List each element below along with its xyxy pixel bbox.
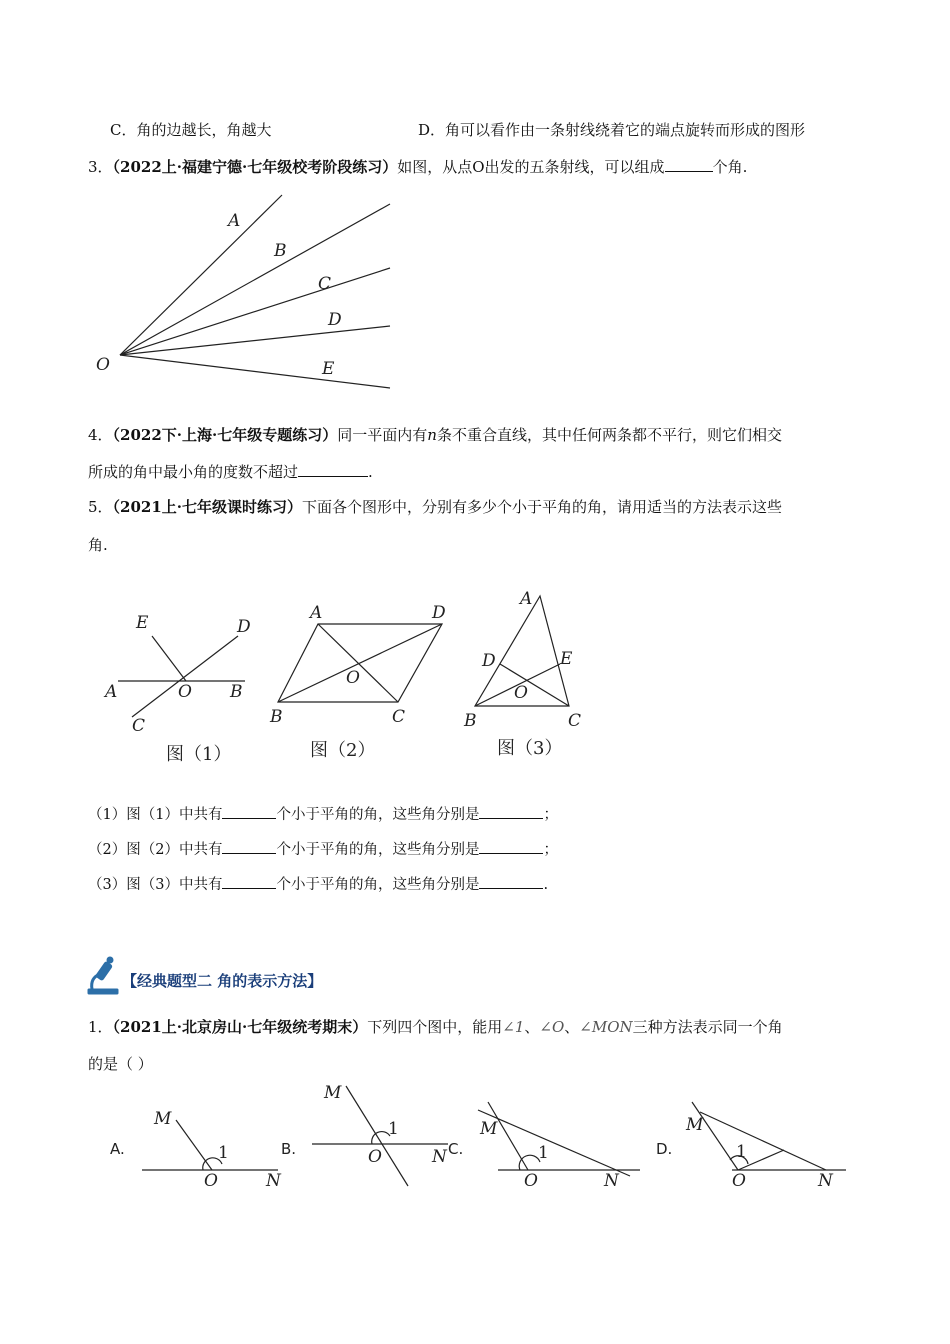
option-a-label-m: M (154, 1109, 172, 1129)
q4-text-before: 同一平面内有 (337, 426, 428, 444)
q3-text-after: 个角. (712, 158, 748, 176)
q3-number: 3． (88, 158, 113, 176)
s2q1-angle-mon: ∠MON (579, 1018, 633, 1036)
fig3-label-e: E (560, 649, 573, 669)
option-d-label-n: N (818, 1171, 833, 1191)
option-a-label-n: N (266, 1171, 281, 1191)
q5-source: （2021上·七年级课时练习） (112, 498, 303, 516)
q2-option-c: C．角的边越长，角越大 (110, 121, 272, 139)
q4-line2-end: . (368, 463, 373, 481)
q5-number: 5． (88, 498, 113, 516)
label-e: E (322, 359, 335, 379)
q5-sub2-mid: 个小于平角的角，这些角分别是 (276, 842, 480, 858)
s2q1-angle1: ∠1 (502, 1018, 525, 1036)
q5-sub1-prefix: （1）图（1）中共有 (88, 807, 223, 823)
option-b-label[interactable]: B. (281, 1140, 297, 1158)
option-a-label[interactable]: A. (110, 1140, 125, 1158)
q5-sub3-mid: 个小于平角的角，这些角分别是 (276, 877, 480, 893)
fig1-label-c: C (132, 716, 146, 736)
option-c-label-o: O (524, 1171, 538, 1191)
q4-var-n: n (427, 426, 437, 444)
q3-text-before: 如图，从点O出发的五条射线，可以组成 (397, 158, 665, 176)
label-b: B (274, 241, 287, 261)
s2q1-text-after: 三种方法表示同一个角 (632, 1018, 783, 1036)
fig2-label-b: B (270, 707, 283, 727)
q3-source: （2022上·福建宁德·七年级校考阶段练习） (112, 158, 398, 176)
q5-sub3-end: . (543, 877, 549, 893)
s2q1-number: 1． (88, 1018, 113, 1036)
option-b-label-n: N (432, 1147, 447, 1167)
q5-sub2-end: ； (543, 842, 558, 858)
q5-text: 下面各个图形中，分别有多少个小于平角的角，请用适当的方法表示这些 (302, 498, 783, 516)
fig2-label-o: O (346, 668, 360, 688)
section2-title: 【经典题型二 角的表示方法】 (122, 972, 323, 990)
fig2-label-a: A (310, 603, 323, 623)
fig1-label-a: A (105, 682, 118, 702)
s2q1-angle-o: ∠O (539, 1018, 565, 1036)
s2q1-source: （2021上·北京房山·七年级统考期末） (112, 1018, 368, 1036)
q4-source: （2022下·上海·七年级专题练习） (112, 426, 338, 444)
option-b-label-m: M (324, 1083, 342, 1103)
fig1-caption: 图（1） (166, 744, 232, 765)
option-d-lines (692, 1102, 846, 1170)
fig3-label-d: D (482, 651, 496, 671)
option-d-label[interactable]: D. (656, 1140, 673, 1158)
option-b-label-o: O (368, 1147, 382, 1167)
label-c: C (318, 274, 332, 294)
fig2-caption: 图（2） (310, 740, 376, 761)
fig3-label-o: O (514, 683, 528, 703)
q4-text-after: 条不重合直线，其中任何两条都不平行，则它们相交 (436, 426, 782, 444)
q5-sub2-prefix: （2）图（2）中共有 (88, 842, 223, 858)
fig2-label-c: C (392, 707, 406, 727)
option-d-label-o: O (732, 1171, 746, 1191)
s2q1-text-before: 下列四个图中，能用 (367, 1018, 503, 1036)
label-a: A (228, 211, 241, 231)
fig2-label-d: D (432, 603, 446, 623)
option-a-label-1: 1 (218, 1143, 229, 1163)
fig3-label-b: B (464, 711, 477, 731)
option-c-label-m: M (480, 1119, 498, 1139)
q5-sub1-mid: 个小于平角的角，这些角分别是 (276, 807, 480, 823)
fig1-label-d: D (237, 617, 251, 637)
s2q1-sep1: 、 (524, 1018, 540, 1036)
fig1-label-b: B (230, 682, 243, 702)
fig1-label-e: E (136, 613, 149, 633)
q2-option-d: D．角可以看作由一条射线绕着它的端点旋转而形成的图形 (418, 121, 806, 139)
option-c-label-n: N (604, 1171, 619, 1191)
fig3-label-c: C (568, 711, 582, 731)
q4-number: 4． (88, 426, 113, 444)
label-o: O (96, 355, 110, 375)
q5-sub3-prefix: （3）图（3）中共有 (88, 877, 223, 893)
label-d: D (328, 310, 342, 330)
fig3-caption: 图（3） (497, 738, 563, 759)
option-c-label[interactable]: C. (448, 1140, 464, 1158)
s2q1-sep2: 、 (564, 1018, 580, 1036)
option-c-lines (478, 1102, 640, 1176)
fig1-label-o: O (178, 682, 192, 702)
fig3-label-a: A (520, 589, 533, 609)
q5-sub1-end: ； (543, 807, 558, 823)
option-d-label-1: 1 (736, 1142, 747, 1162)
s2q1-line2: 的是（ ） (88, 1055, 153, 1073)
option-b-label-1: 1 (388, 1119, 399, 1139)
option-a-label-o: O (204, 1171, 218, 1191)
q4-line2-text: 所成的角中最小角的度数不超过 (88, 463, 299, 481)
q5-line2: 角. (88, 536, 108, 554)
option-c-label-1: 1 (538, 1143, 549, 1163)
option-d-label-m: M (686, 1115, 704, 1135)
